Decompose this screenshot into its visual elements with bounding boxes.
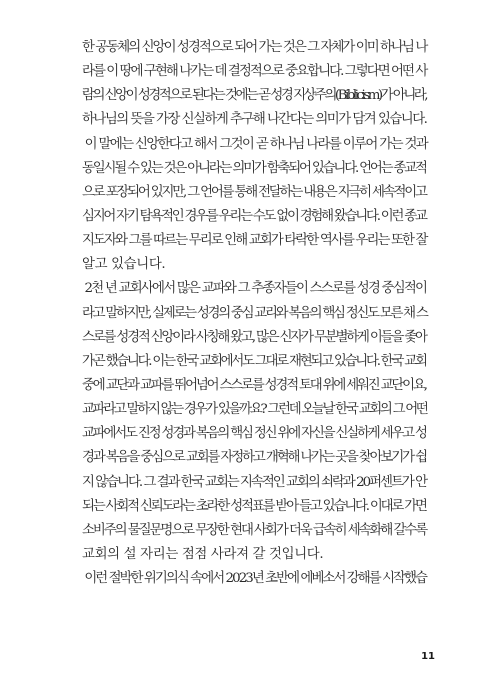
- text-line: 한 공동체의 신앙이 성경적으로 되어 가는 것은 그 자체가 이미 하나님 나: [82, 40, 427, 55]
- text-line: 소비주의 물질문명으로 무장한 현대 사회가 더욱 급속히 세속화해 갈수록: [82, 522, 427, 538]
- text-line: 하나님의 뜻을 가장 신실하게 추구해 나간다는 의미가 담겨 있습니다.: [82, 112, 427, 128]
- text-line: 지도자와 그를 따르는 무리로 인해 교회가 타락한 역사를 우리는 또한 잘: [82, 233, 427, 249]
- page-number: 11: [421, 651, 435, 662]
- text-line: 라고 말하지만, 실제로는 성경의 중심 교리와 복음의 핵심 정신도 모른 채 스: [82, 305, 427, 321]
- text-line: 으로 포장되어 있지만, 그 언어를 통해 전달하는 내용은 지극히 세속적이고: [82, 184, 426, 200]
- text-line: 이 말에는 신앙한다고 해서 그것이 곧 하나님 나라를 이루어 가는 것과: [82, 136, 428, 152]
- text-line: 심지어 자기 탐욕적인 경우를 우리는 수도 없이 경험해 왔습니다. 이런 종교: [82, 208, 426, 224]
- text-line: 람의 신앙이 성경적으로 된다는 것에는 곧 성경 지상주의(Biblicism)가 아니라,: [82, 88, 427, 104]
- text-line: 이런 절박한 위기의식 속에서 2023년 초반에 에베소서 강해를 시작했습: [82, 571, 427, 587]
- text-line: 되는 사회적 신뢰도라는 초라한 성적표를 받아 들고 있습니다. 이대로 가면: [82, 498, 426, 514]
- text-line: 동일시될 수 있는 것은 아니라는 의미가 함축되어 있습니다. 언어는 종교적: [82, 160, 426, 176]
- text-line: 중에 교단과 교파를 뛰어넘어 스스로를 성경적 토대 위에 세워진 교단이요,: [82, 377, 426, 393]
- text-line: 알고 있습니다.: [82, 257, 166, 273]
- body-text: [82, 36, 428, 591]
- text-line: 교회의 설 자리는 점점 사라져 갈 것입니다.: [82, 546, 324, 562]
- text-line: 라를 이 땅에 구현해 나가는 데 결정적으로 중요합니다. 그렇다면 어떤 사: [82, 64, 427, 80]
- text-line: 스로를 성경적 신앙이라 사칭해 왔고, 많은 신자가 무분별하게 이들을 좇아: [82, 329, 426, 345]
- text-line: 경과 복음을 중심으로 교회를 자정하고 개혁해 나가는 곳을 찾아보기가 쉽: [82, 450, 426, 466]
- text-line: 가곤 했습니다. 이는 한국 교회에서도 그대로 재현되고 있습니다. 한국 교회: [82, 353, 426, 369]
- text-line: 교파라고 말하지 않는 경우가 있을까요? 그런데 오늘날 한국 교회의 그 어떤: [82, 402, 427, 418]
- text-line: 지 않습니다. 그 결과 한국 교회는 지속적인 교회의 쇠락과 20퍼센트가 안: [82, 474, 427, 490]
- text-line: 교파에서도 진정 성경과 복음의 핵심 정신 위에 자신을 신실하게 세우고 성: [82, 426, 426, 442]
- text-line: 2천 년 교회사에서 많은 교파와 그 추종자들이 스스로를 성경 중심적이: [82, 281, 427, 297]
